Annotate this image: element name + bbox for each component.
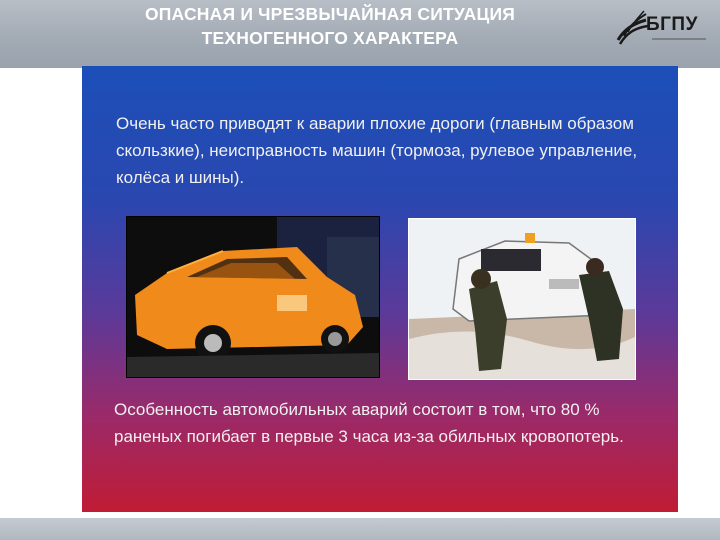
footer-bar bbox=[0, 518, 720, 540]
logo-wave-icon bbox=[616, 10, 650, 46]
photo-stuck-car bbox=[408, 218, 636, 380]
header-bar bbox=[0, 0, 720, 68]
crashed-car-image bbox=[127, 217, 379, 377]
slide-top-text: Очень часто приводят к аварии плохие дороги (главным образом скользкие), неисправность машин (тормоза, рулевое управление, колёса и шины). bbox=[116, 114, 638, 187]
university-logo bbox=[616, 8, 708, 48]
photo-crashed-car bbox=[126, 216, 380, 378]
slide-bottom-text: Особенность автомобильных аварий состоит в том, что 80 % раненых погибает в первые 3 часа из-за обильных кровопотерь. bbox=[114, 400, 624, 446]
logo-text: БГПУ bbox=[646, 14, 698, 35]
slide-panel bbox=[82, 66, 678, 512]
title-line-1: ОПАСНАЯ И ЧРЕЗВЫЧАЙНАЯ СИТУАЦИЯ bbox=[144, 4, 516, 24]
title-line-2: ТЕХНОГЕННОГО ХАРАКТЕРА bbox=[201, 28, 459, 48]
stuck-car-image bbox=[409, 219, 635, 379]
page-title bbox=[0, 2, 660, 50]
logo-subline bbox=[652, 38, 706, 40]
